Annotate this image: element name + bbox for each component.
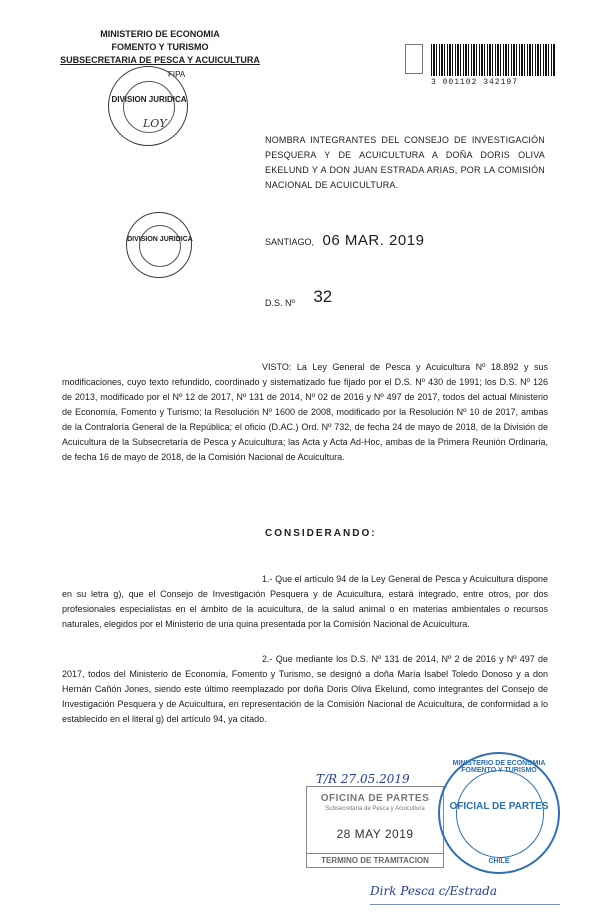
place: SANTIAGO, (265, 237, 315, 247)
decree-date: 06 MAR. 2019 (322, 232, 425, 249)
considerando-heading: CONSIDERANDO: (265, 528, 377, 539)
division-juridica-stamp-small (126, 212, 192, 278)
rect-stamp-date: 28 MAY 2019 (336, 827, 414, 841)
round-stamp-label: OFICIAL DE PARTES (449, 801, 549, 812)
barcode-number: 3 001102 342197 (431, 78, 519, 87)
stamp-initials: LOY (143, 117, 167, 130)
barcode-icon (431, 44, 555, 76)
round-stamp-country: CHILE (488, 858, 510, 865)
considerando-2-paragraph (62, 652, 548, 727)
decree-title: NOMBRA INTEGRANTES DEL CONSEJO DE INVESTIGACIÓN PESQUERA Y DE ACUICULTURA A DOÑA DORIS OLIVA EKELUND Y A DON JUAN ESTRADA ARIAS, POR LA COMISIÓN NACIONAL DE ACUICULTURA. (265, 135, 545, 190)
signature-underline (370, 904, 560, 905)
decree-number-line (265, 287, 333, 311)
stamp-label: DIVISION JURIDICA (111, 95, 187, 104)
division-juridica-stamp (108, 66, 188, 146)
ministry-subname: FOMENTO Y TURISMO (111, 42, 209, 52)
fipa-label: FIPA (168, 70, 186, 79)
rect-stamp-footer: TERMINO DE TRAMITACION (307, 853, 443, 865)
subsecretaria-name: SUBSECRETARIA DE PESCA Y ACUICULTURA (60, 55, 260, 65)
oficial-partes-round-stamp (438, 752, 560, 874)
round-stamp-ring-text: MINISTERIO DE ECONOMIA FOMENTO Y TURISMO (452, 760, 546, 774)
stamp-inner-ring (456, 770, 544, 858)
handwritten-signature-note: Dirk Pesca c/Estrada (370, 884, 497, 898)
considerando-1-paragraph (62, 572, 548, 632)
ministry-header (50, 28, 270, 79)
vistos-text: VISTO: La Ley General de Pesca y Acuicultura Nº 18.892 y sus modificaciones, cuyo texto refundido, coordinado y sistematizado fue fijado por el D.S. Nº 430 de 1991; los D.S. Nº 126 de 2013, modificado por el Nº 12 de 2017, Nº 131 de 2014, Nº 02 de 2016 y Nº 497 de 2017, todos del actual Ministerio de Economía, Fomento y Turismo; la Resolución Nº 1600 de 2008, modificado por la Resolución Nº 10 de 2017, ambas de la Contraloría General de la República; el oficio (D.AC.) Ord. Nº 732, de fecha 24 de mayo de 2018, de la División de Acuicultura de la Subsecretaría de Pesca y Acuicultura; las Acta y Acta Ad-Hoc, ambas de la Primera Reunión Ordinaria, de fecha 16 de mayo de 2018, de la Comisión Nacional de Acuicultura. (62, 362, 548, 462)
ministry-name: MINISTERIO DE ECONOMIA (100, 29, 220, 39)
rect-stamp-subtitle: Subsecretaria de Pesca y Acuicultura (325, 806, 425, 812)
vistos-paragraph (62, 360, 548, 465)
ds-number: 32 (313, 287, 333, 306)
oficina-partes-rect-stamp (306, 786, 444, 868)
stamp-label: DIVISION JURIDICA (127, 236, 193, 243)
place-date-line (265, 232, 424, 249)
considerando-2-text: 2.- Que mediante los D.S. Nº 131 de 2014, Nº 2 de 2016 y Nº 497 de 2017, todos del Ministerio de Economía, Fomento y Turismo, se designó a doña María Isabel Toledo Donoso y a don Hernán Cañón Jones, siendo este último reemplazado por doña Doris Oliva Ekelund, como integrantes del Consejo de Investigación Pesquera y de Acuicultura, en representación de la Comisión Nacional de Acuicultura, de conformidad a lo establecido en el literal g) del artículo 94, ya citado. (62, 654, 548, 724)
government-seal-icon (405, 44, 423, 74)
handwritten-tr-note: T/R 27.05.2019 (316, 772, 410, 786)
rect-stamp-title: OFICINA DE PARTES (320, 793, 430, 804)
ds-label: D.S. Nº (265, 298, 295, 308)
stamp-inner-ring (139, 225, 181, 267)
barcode-block (405, 34, 555, 96)
considerando-1-text: 1.- Que el artículo 94 de la Ley General de Pesca y Acuicultura dispone en su letra g), que el Consejo de Investigación Pesquera y de Acuicultura, estará integrado, entre otros, por dos profesionales especialistas en el ámbito de la acuicultura, de la salud animal o en materias ambientales o recursos naturales, elegidos por el Ministerio de una quina presentada por la Comisión Nacional de Acuicultura. (62, 574, 548, 629)
